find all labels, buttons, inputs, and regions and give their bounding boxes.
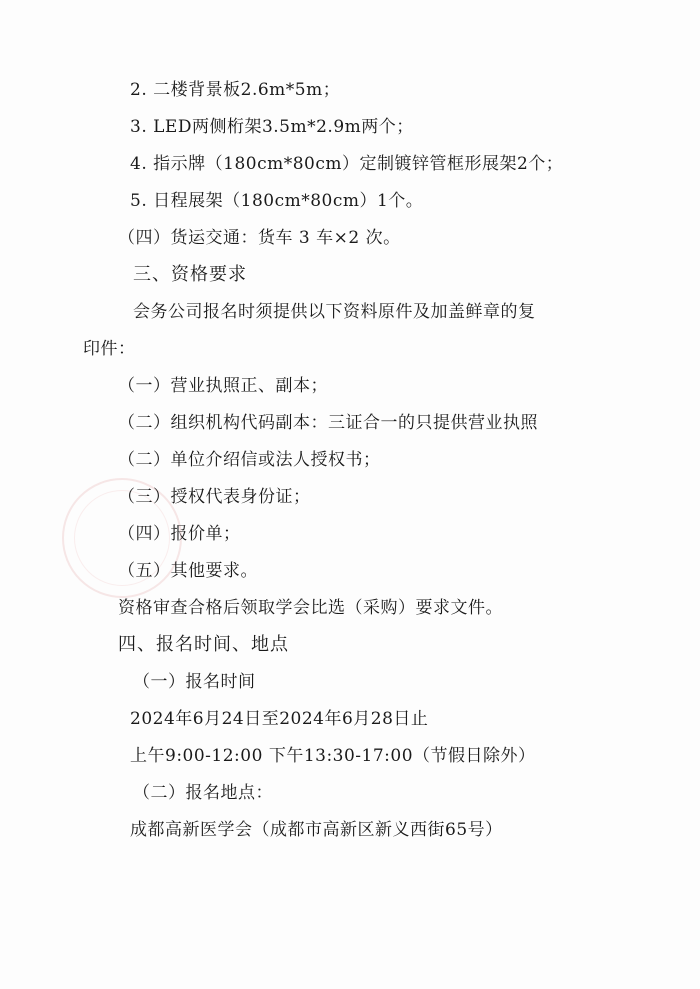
qualification-intro: 会务公司报名时须提供以下资料原件及加盖鲜章的复 bbox=[133, 302, 536, 322]
qualification-item-3: （二）单位介绍信或法人授权书； bbox=[118, 450, 381, 470]
registration-hours: 上午9:00-12:00 下午13:30-17:00（节假日除外） bbox=[130, 746, 536, 766]
qualification-item-1: （一）营业执照正、副本； bbox=[118, 376, 328, 396]
equipment-item-4: 4. 指示牌（180cm*80cm）定制镀锌管框形展架2个； bbox=[130, 154, 564, 174]
qualification-intro-continued: 印件： bbox=[83, 339, 136, 359]
registration-time-heading: （一）报名时间 bbox=[133, 672, 256, 692]
freight-transport: （四）货运交通：货车 3 车×2 次。 bbox=[118, 228, 401, 248]
registration-date-range: 2024年6月24日至2024年6月28日止 bbox=[130, 709, 429, 729]
equipment-item-5: 5. 日程展架（180cm*80cm）1个。 bbox=[130, 191, 424, 211]
qualification-item-2: （二）组织机构代码副本：三证合一的只提供营业执照 bbox=[118, 413, 538, 433]
equipment-item-2: 2. 二楼背景板2.6m*5m； bbox=[130, 80, 341, 100]
section-heading-registration: 四、报名时间、地点 bbox=[118, 634, 289, 655]
qualification-review-note: 资格审查合格后领取学会比选（采购）要求文件。 bbox=[118, 598, 503, 618]
equipment-item-3: 3. LED两侧桁架3.5m*2.9m两个； bbox=[130, 117, 414, 137]
registration-location-address: 成都高新医学会（成都市高新区新义西街65号） bbox=[130, 820, 503, 840]
qualification-item-6: （五）其他要求。 bbox=[118, 561, 258, 581]
registration-location-heading: （二）报名地点： bbox=[133, 783, 273, 803]
qualification-item-4: （三）授权代表身份证； bbox=[118, 487, 311, 507]
qualification-item-5: （四）报价单； bbox=[118, 524, 241, 544]
section-heading-qualification: 三、资格要求 bbox=[133, 264, 247, 285]
